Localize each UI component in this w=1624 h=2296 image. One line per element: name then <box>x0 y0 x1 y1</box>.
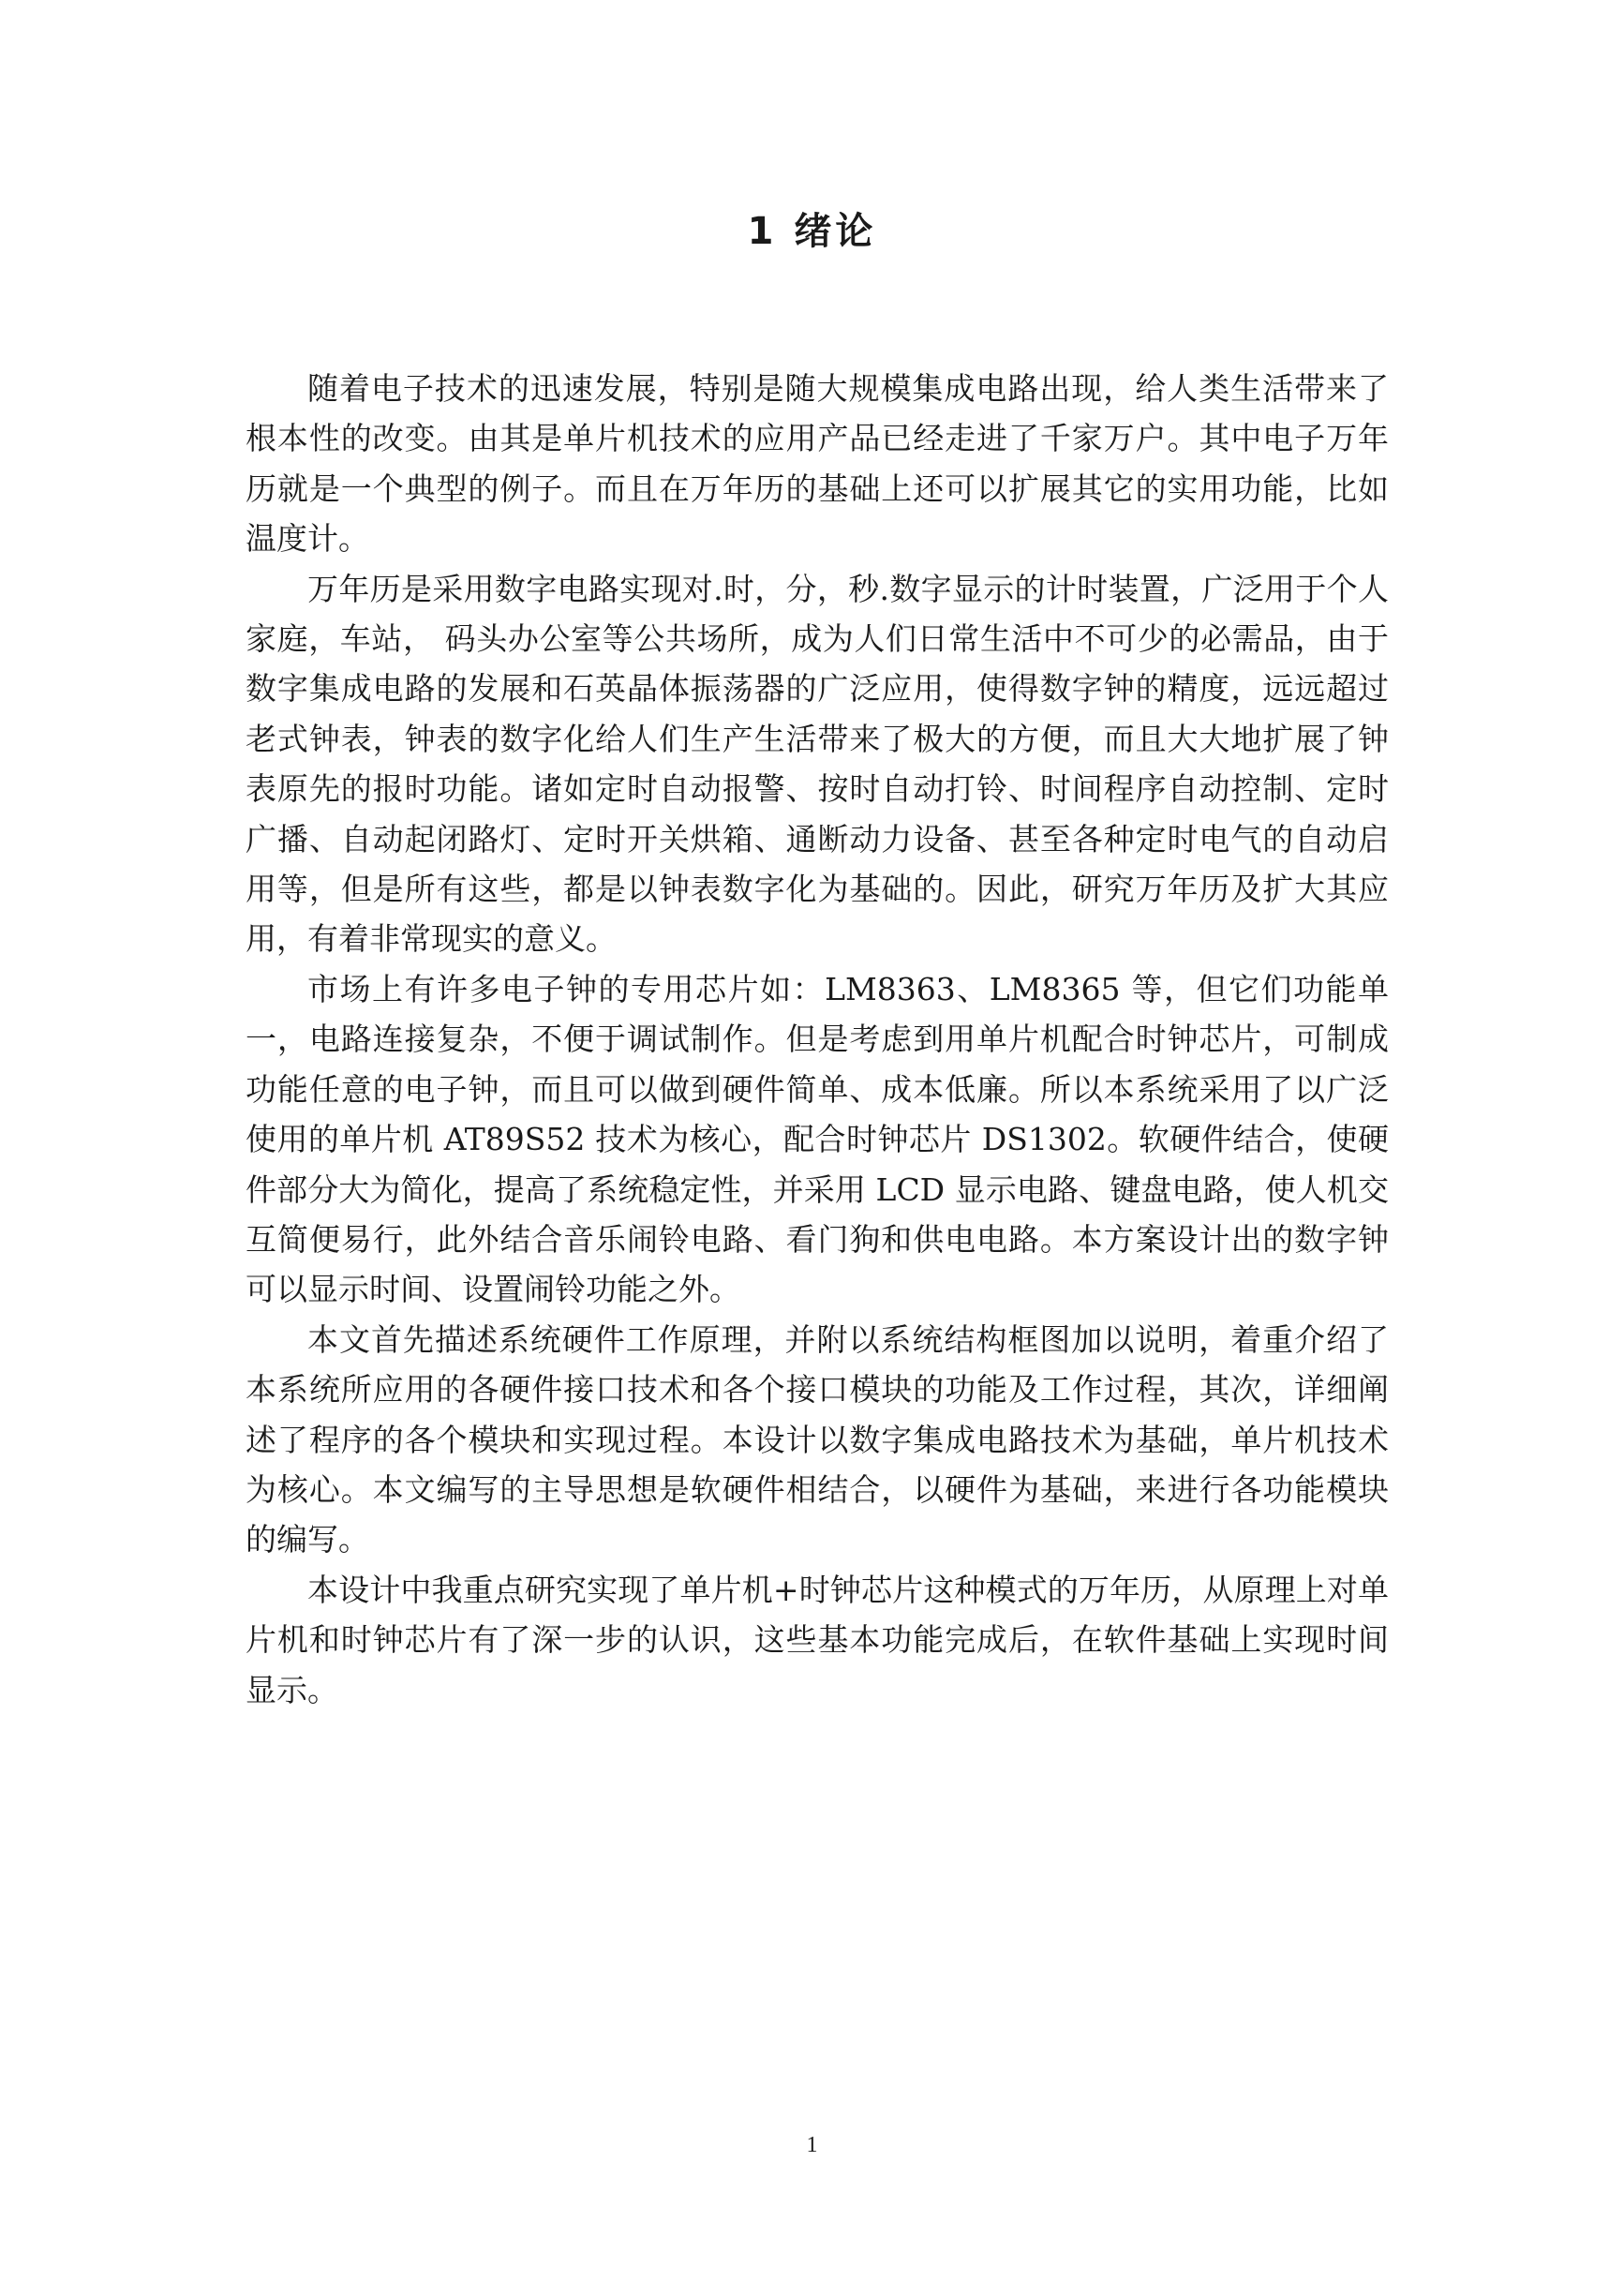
paragraph: 万年历是采用数字电路实现对.时，分，秒.数字显示的计时装置，广泛用于个人家庭，车站， 码头办公室等公共场所，成为人们日常生活中不可少的必需品，由于数字集成电路的发展和石英晶体振荡器的广泛应用，使得数字钟的精度，远远超过老式钟表，钟表的数字化给人们生产生活带来了极大的方便，而且大大地扩展了钟表原先的报时功能。诸如定时自动报警、按时自动打铃、时间程序自动控制、定时广播、自动起闭路灯、定时开关烘箱、通断动力设备、甚至各种定时电气的自动启用等，但是所有这些，都是以钟表数字化为基础的。因此，研究万年历及扩大其应用，有着非常现实的意义。 <box>246 570 1389 958</box>
chapter-title: 1 绪论 <box>747 210 877 253</box>
paragraph: 本设计中我重点研究实现了单片机+时钟芯片这种模式的万年历，从原理上对单片机和时钟芯片有了深一步的认识，这些基本功能完成后，在软件基础上实现时间显示。 <box>246 1571 1389 1708</box>
paragraph: 本文首先描述系统硬件工作原理，并附以系统结构框图加以说明，着重介绍了本系统所应用的各硬件接口技术和各个接口模块的功能及工作过程，其次，详细阐述了程序的各个模块和实现过程。本设计以数字集成电路技术为基础，单片机技术为核心。本文编写的主导思想是软硬件相结合，以硬件为基础，来进行各功能模块的编写。 <box>246 1320 1389 1558</box>
body-text <box>246 364 1389 1715</box>
page-number: 1 <box>806 2133 818 2157</box>
paragraph: 随着电子技术的迅速发展，特别是随大规模集成电路出现，给人类生活带来了根本性的改变。由其是单片机技术的应用产品已经走进了千家万户。其中电子万年历就是一个典型的例子。而且在万年历的基础上还可以扩展其它的实用功能，比如温度计。 <box>246 370 1389 558</box>
paragraph: 市场上有许多电子钟的专用芯片如：LM8363、LM8365 等，但它们功能单一，电路连接复杂，不便于调试制作。但是考虑到用单片机配合时钟芯片，可制成功能任意的电子钟，而且可以做到硬件简单、成本低廉。所以本系统采用了以广泛使用的单片机 AT89S52 技术为核心，配合时钟芯片 DS1302。软硬件结合，使硬件部分大为简化，提高了系统稳定性，并采用 LCD 显示电路、键盘电路，使人机交互简便易行，此外结合音乐闹铃电路、看门狗和供电电路。本方案设计出的数字钟可以显示时间、设置闹铃功能之外。 <box>246 970 1389 1308</box>
